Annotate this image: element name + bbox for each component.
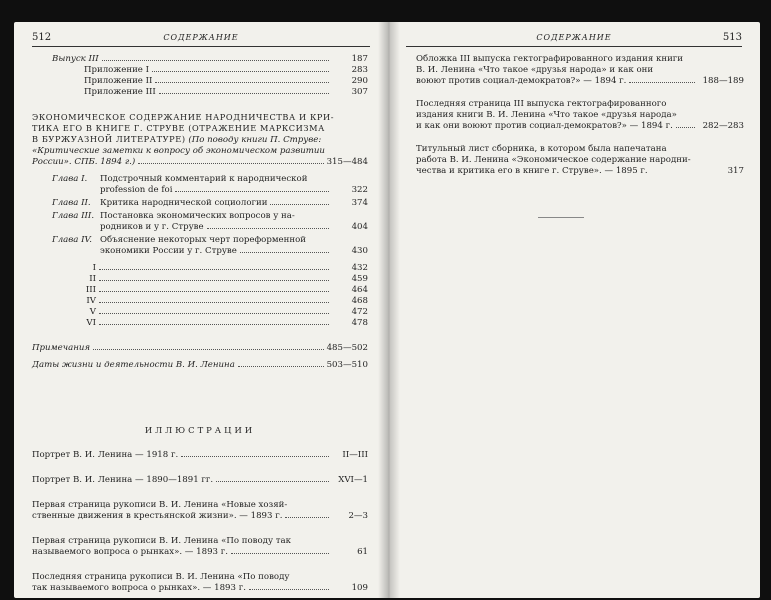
toc-section: VI 478 — [86, 318, 368, 328]
illustration-entry: Последняя страница III выпуска гектографированного издания книги В. И. Ленина «Что такое «друзья народа» и как они воюют против социал-демократов?» — 1894 г. 282—283 — [416, 99, 744, 131]
left-page-number: 512 — [32, 32, 52, 43]
toc-entry-work: ЭКОНОМИЧЕСКОЕ СОДЕРЖАНИЕ НАРОДНИЧЕСТВА И КРИ- ТИКА ЕГО В КНИГЕ Г. СТРУВЕ (ОТРАЖЕНИЕ МАРКСИЗМА В БУРЖУАЗНОЙ ЛИТЕРАТУРЕ) (По поводу книги П. Струве: «Критические заметки к вопросу об экономическом развитии России». СПБ. 1894 г.) 315—484 — [32, 112, 368, 167]
illustration-entry: Последняя страница рукописи В. И. Ленина «По поводу так называемого вопроса о рынках». — 1893 г. 109 — [32, 572, 368, 593]
illustration-entry: Первая страница рукописи В. И. Ленина «По поводу так называемого вопроса о рынках». — 1893 г. 61 — [32, 536, 368, 557]
right-running-title: СОДЕРЖАНИЕ — [536, 33, 612, 42]
toc-entry-dates: Даты жизни и деятельности В. И. Ленина 503—510 — [32, 360, 368, 370]
toc-entry-appendix: Приложение II 290 — [84, 76, 368, 86]
toc-section: III 464 — [85, 285, 368, 295]
toc-section: I 432 — [92, 263, 368, 273]
toc-entry-appendix: Приложение III 307 — [84, 87, 368, 97]
right-contents — [416, 54, 744, 189]
toc-chapter: Глава I. Подстрочный комментарий к народнической profession de foi 322 — [52, 174, 368, 195]
toc-section: IV 468 — [86, 296, 368, 306]
right-page-number: 513 — [722, 32, 742, 43]
toc-section: V 472 — [89, 307, 368, 317]
left-running-title: СОДЕРЖАНИЕ — [163, 33, 239, 42]
right-running-head — [406, 32, 742, 47]
illustration-entry: Титульный лист сборника, в котором была напечатана работа В. И. Ленина «Экономическое содержание народни- чества и критика его в книге г. Струве». — 1895 г. 317 — [416, 144, 744, 176]
toc-entry-appendix: Приложение I 283 — [84, 65, 368, 75]
illustration-entry: Портрет В. И. Ленина — 1918 г. II—III — [32, 450, 368, 460]
toc-entry-vypusk: Выпуск III 187 — [52, 54, 368, 64]
illustration-entry: Первая страница рукописи В. И. Ленина «Новые хозяй- ственные движения в крестьянской жизни». — 1893 г. 2—3 — [32, 500, 368, 521]
toc-chapter: Глава II. Критика народнической социологии 374 — [52, 198, 368, 208]
right-page — [388, 22, 760, 598]
toc-section: II 459 — [89, 274, 368, 284]
left-page — [14, 22, 388, 598]
toc-entry-notes: Примечания 485—502 — [32, 343, 368, 353]
left-contents — [32, 54, 368, 594]
illustrations-heading: ИЛЛЮСТРАЦИИ — [144, 425, 256, 435]
illustration-entry: Обложка III выпуска гектографированного издания книги В. И. Ленина «Что такое «друзья народа» и как они воюют против социал-демократов?» — 1894 г. 188—189 — [416, 54, 744, 86]
section-divider — [538, 217, 584, 218]
illustration-entry: Портрет В. И. Ленина — 1890—1891 гг. XVI—1 — [32, 475, 368, 485]
toc-chapter: Глава III. Постановка экономических вопросов у на- родников и у г. Струве 404 — [52, 211, 368, 232]
toc-chapter: Глава IV. Объяснение некоторых черт пореформенной экономики России у г. Струве 430 — [52, 235, 368, 256]
left-running-head — [32, 32, 370, 47]
